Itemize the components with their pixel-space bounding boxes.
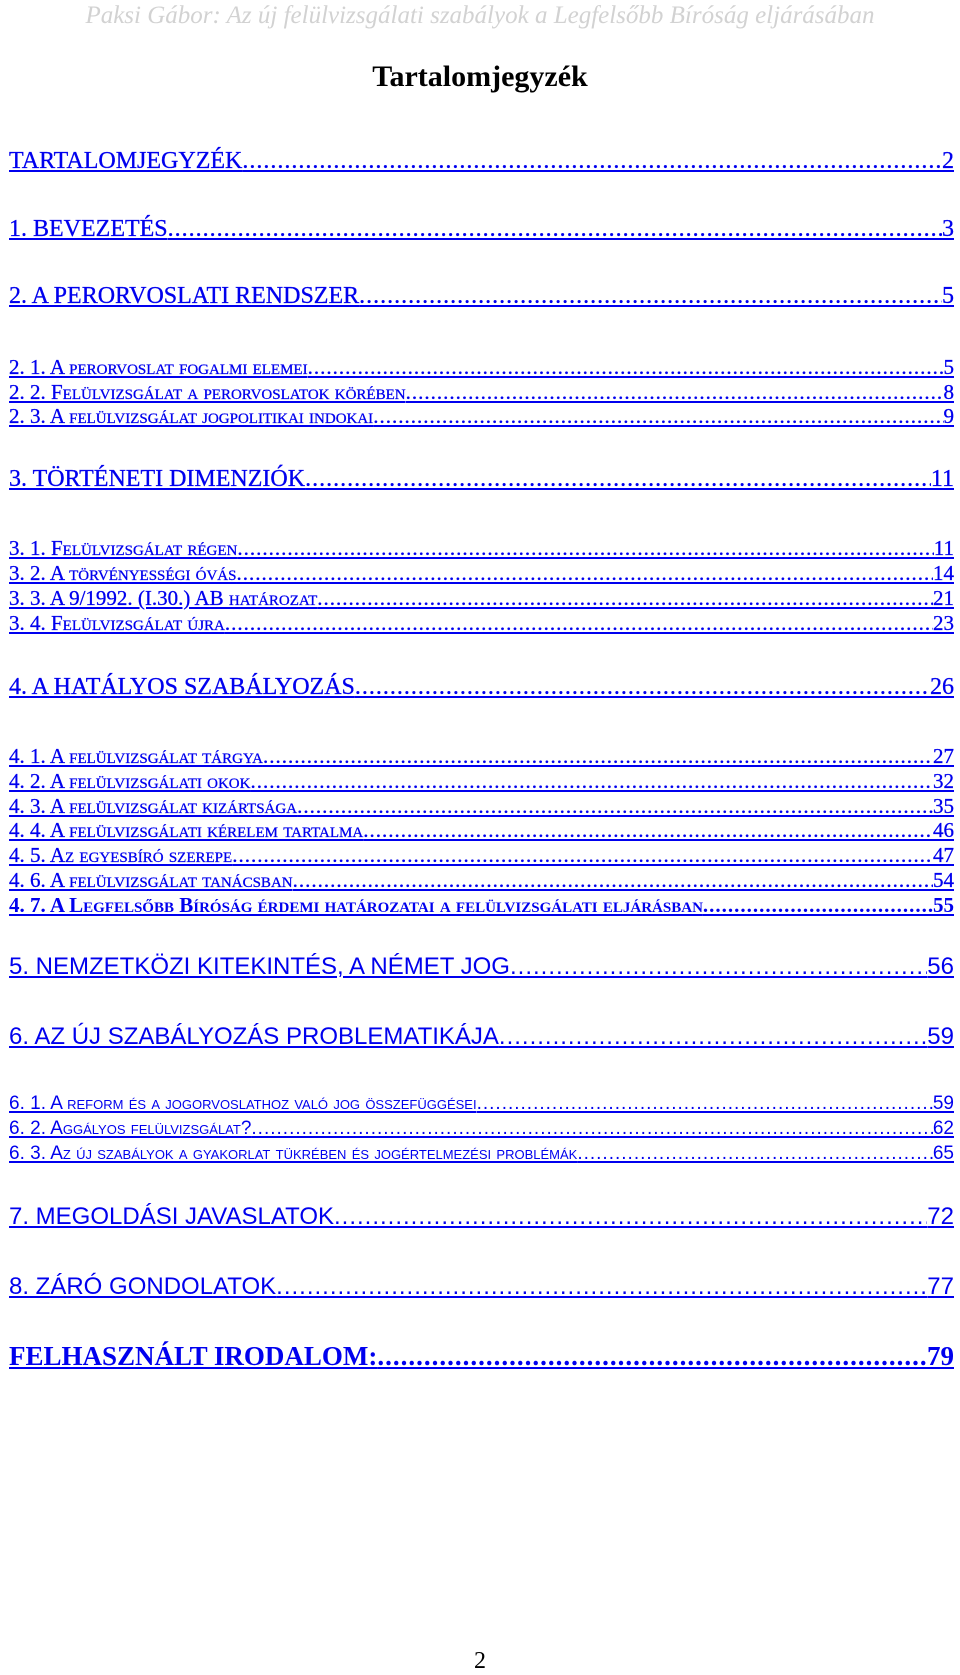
toc-entry-page: 65 (932, 1143, 954, 1164)
toc-entry-label: 4. 4. A felülvizsgálati kérelem tartalma (9, 818, 364, 842)
dot-leader (250, 769, 933, 794)
toc-entry-page: 27 (933, 744, 954, 768)
toc-entry-page: 14 (933, 561, 954, 585)
toc-entry-page: 8 (943, 380, 954, 404)
toc-entry-label: 5. NEMZETKÖZI KITEKINTÉS, A NÉMET JOG (9, 953, 510, 980)
dot-leader (703, 893, 933, 918)
toc-entry-label: 4. 2. A felülvizsgálati okok (9, 769, 251, 793)
toc-entry-page: 11 (933, 536, 954, 560)
toc-entry-3-4[interactable] (9, 611, 954, 636)
dot-leader (477, 1093, 933, 1115)
toc-entry-page: 62 (932, 1118, 954, 1139)
dot-leader (242, 148, 942, 175)
toc-entry-label: 6. 1. A reform és a jogorvoslathoz való jog összefüggései (9, 1093, 477, 1114)
dot-leader (236, 561, 933, 586)
toc-entry-3-3[interactable] (9, 586, 954, 611)
toc-entry-4-6[interactable] (9, 868, 954, 893)
toc-entry-label: 8. ZÁRÓ GONDOLATOK (9, 1273, 277, 1300)
toc-entry-page: 21 (933, 586, 954, 610)
toc-entry-page: 35 (933, 794, 954, 818)
toc-entry-3-1[interactable] (9, 536, 954, 561)
toc-entry-6[interactable] (9, 1023, 954, 1051)
toc-entry-2-3[interactable] (9, 404, 954, 429)
page-number: 2 (474, 1648, 486, 1674)
toc-entry-page: 55 (933, 893, 954, 917)
toc-entry-page: 59 (932, 1093, 954, 1114)
toc-entry-page: 26 (930, 674, 954, 700)
toc-entry-2[interactable] (9, 283, 954, 310)
dot-leader (168, 216, 942, 243)
dot-leader (373, 404, 943, 429)
toc-entry-label: 4. 7. A Legfelsőbb Bíróság érdemi határozatai a felülvizsgálati eljárásban (9, 893, 703, 917)
toc-entry-6-1[interactable] (9, 1093, 954, 1115)
toc-entry-4[interactable] (9, 674, 954, 701)
toc-entry-label: FELHASZNÁLT IRODALOM: (9, 1341, 378, 1371)
toc-entry-4-7[interactable] (9, 893, 954, 918)
toc-entry-label: 2. A PERORVOSLATI RENDSZER (9, 283, 360, 309)
toc-entry-label: 7. MEGOLDÁSI JAVASLATOK (9, 1203, 334, 1230)
toc-entry-4-4[interactable] (9, 818, 954, 843)
dot-leader (293, 868, 933, 893)
dot-leader (317, 586, 933, 611)
toc-entry-label: 4. 6. A felülvizsgálat tanácsban (9, 868, 293, 892)
dot-leader (276, 1273, 927, 1301)
dot-leader (251, 1118, 932, 1140)
dot-leader (577, 1143, 933, 1165)
dot-leader (359, 283, 942, 310)
toc-entry-label: 3. 1. Felülvizsgálat régen (9, 536, 238, 560)
toc-entry-6-3[interactable] (9, 1143, 954, 1165)
toc-entry-page: 79 (927, 1341, 954, 1371)
toc-entry-page: 5 (943, 355, 954, 379)
toc-entry-7[interactable] (9, 1203, 954, 1231)
toc-entry-page: 23 (933, 611, 954, 635)
toc-entry-label: 6. 3. Az új szabályok a gyakorlat tükrében és jogértelmezési problémák (9, 1143, 578, 1164)
dot-leader (355, 674, 930, 701)
toc-entry-label: 2. 1. A perorvoslat fogalmi elemei (9, 355, 308, 379)
toc-entry-label: 6. AZ ÚJ SZABÁLYOZÁS PROBLEMATIKÁJA (9, 1023, 499, 1050)
toc-entry-label: 3. 2. A törvényességi óvás (9, 561, 237, 585)
toc-entry-label: 4. 1. A felülvizsgálat tárgya (9, 744, 263, 768)
toc-entry-page: 11 (930, 466, 954, 492)
toc-entry-4-3[interactable] (9, 794, 954, 819)
toc-entry-6-2[interactable] (9, 1118, 954, 1140)
dot-leader (308, 355, 944, 380)
toc-entry-page: 72 (927, 1203, 954, 1230)
toc-entry-label: 6. 2. Aggályos felülvizsgálat? (9, 1118, 252, 1139)
toc-entry-2-2[interactable] (9, 380, 954, 405)
toc-entry-4-2[interactable] (9, 769, 954, 794)
toc-entry-page: 3 (942, 216, 954, 242)
dot-leader (363, 818, 933, 843)
toc-entry-label: 3. 4. Felülvizsgálat újra (9, 611, 225, 635)
dot-leader (297, 794, 933, 819)
toc-entry-page: 54 (933, 868, 954, 892)
dot-leader (225, 611, 933, 636)
toc-entry-page: 77 (927, 1273, 954, 1300)
toc-entry-page: 9 (943, 404, 954, 428)
toc-entry-3[interactable] (9, 466, 954, 493)
toc-entry-4-5[interactable] (9, 843, 954, 868)
dot-leader (263, 744, 933, 769)
toc-entry-label: 3. 3. A 9/1992. (I.30.) AB határozat (9, 586, 318, 610)
toc-entry-page: 2 (942, 148, 954, 174)
page-title: Tartalomjegyzék (372, 60, 588, 93)
toc-entry-tartalomjegyzek[interactable] (9, 148, 954, 175)
dot-leader (510, 953, 927, 981)
toc-entry-3-2[interactable] (9, 561, 954, 586)
dot-leader (334, 1203, 927, 1231)
toc-entry-4-1[interactable] (9, 744, 954, 769)
toc-entry-page: 46 (933, 818, 954, 842)
toc-entry-label: 2. 2. Felülvizsgálat a perorvoslatok körében (9, 380, 406, 404)
dot-leader (406, 380, 944, 405)
toc-entry-1[interactable] (9, 216, 954, 243)
running-header: Paksi Gábor: Az új felülvizsgálati szabályok a Legfelsőbb Bíróság eljárásában (85, 2, 875, 29)
dot-leader (499, 1023, 927, 1051)
toc-entry-label: 4. 5. Az egyesbíró szerepe (9, 843, 233, 867)
toc-entry-page: 56 (927, 953, 954, 980)
dot-leader (232, 843, 933, 868)
toc-entry-page: 32 (933, 769, 954, 793)
toc-entry-5[interactable] (9, 953, 954, 981)
dot-leader (377, 1341, 927, 1372)
toc-entry-2-1[interactable] (9, 355, 954, 380)
toc-entry-label: 4. 3. A felülvizsgálat kizártsága (9, 794, 298, 818)
toc-entry-page: 47 (933, 843, 954, 867)
dot-leader (237, 536, 933, 561)
toc-entry-page: 5 (942, 283, 954, 309)
toc-entry-irodalom[interactable] (9, 1341, 954, 1372)
toc-entry-label: 1. BEVEZETÉS (9, 216, 168, 242)
toc-entry-label: TARTALOMJEGYZÉK (9, 148, 243, 174)
dot-leader (305, 466, 931, 493)
toc-entry-label: 2. 3. A felülvizsgálat jogpolitikai indokai (9, 404, 374, 428)
toc-entry-8[interactable] (9, 1273, 954, 1301)
toc-entry-page: 59 (927, 1023, 954, 1050)
toc-entry-label: 3. TÖRTÉNETI DIMENZIÓK (9, 466, 306, 492)
toc-entry-label: 4. A HATÁLYOS SZABÁLYOZÁS (9, 674, 355, 700)
